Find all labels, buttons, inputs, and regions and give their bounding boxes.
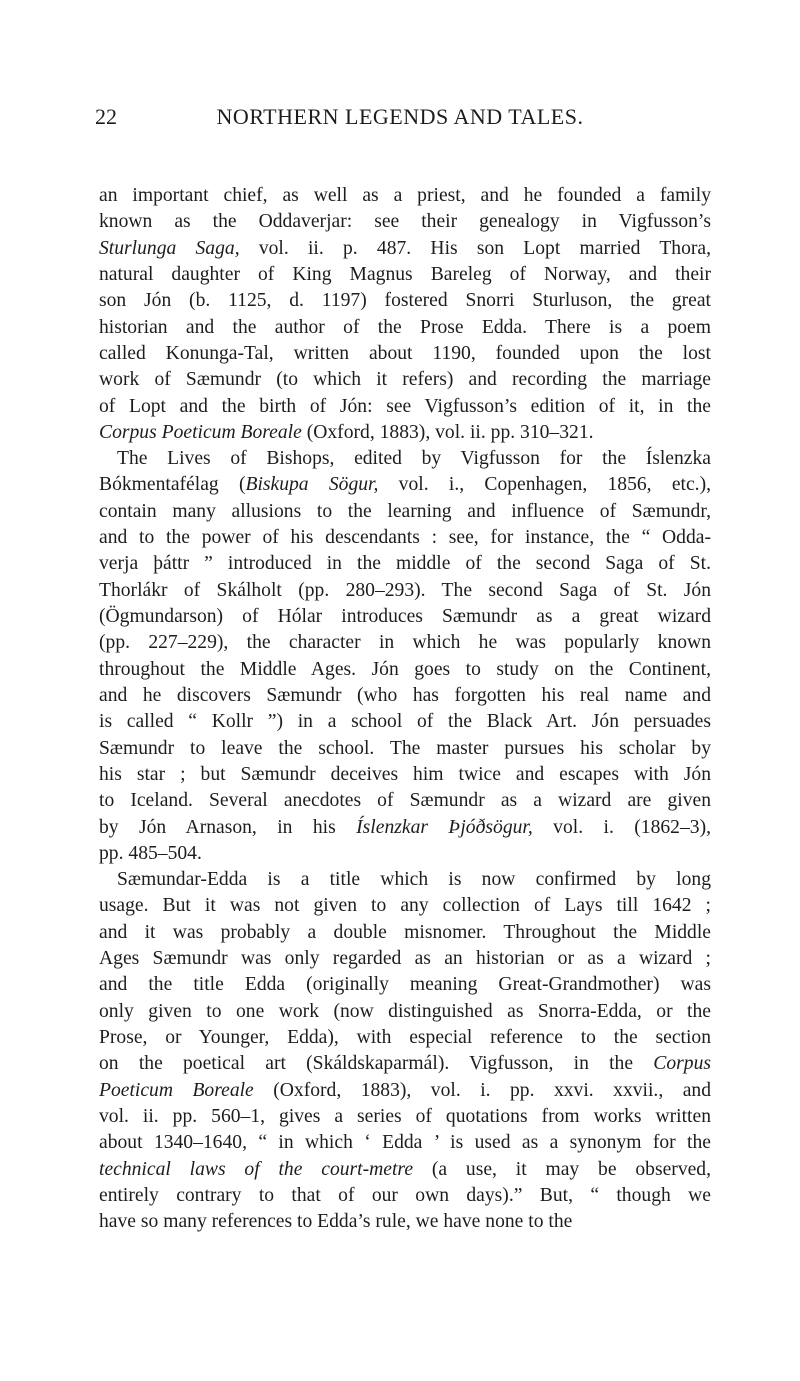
text-run: pp. 485–504. xyxy=(99,842,202,864)
text-run: his star ; but Sæmundr deceives him twice and escapes with Jón xyxy=(99,763,711,785)
text-run: son Jón (b. 1125, d. 1197) fostered Snorri Sturluson, the great xyxy=(99,290,711,312)
text-run: contain many allusions to the learning and influence of Sæmundr, xyxy=(99,500,711,522)
text-run: vol. i. (1862–3), xyxy=(532,816,711,838)
text-line xyxy=(99,683,711,709)
running-title: NORTHERN LEGENDS AND TALES. xyxy=(216,104,584,129)
text-run: by Jón Arnason, in his xyxy=(99,816,357,838)
text-run: verja þáttr ” introduced in the middle of the second Saga of St. xyxy=(99,553,711,575)
text-line xyxy=(99,578,711,604)
text-run: an important chief, as well as a priest, and he founded a family xyxy=(99,185,711,206)
text-line xyxy=(99,315,711,341)
text-line xyxy=(99,841,711,867)
text-run: (Oxford, 1883), vol. i. pp. xxvi. xxvii., and xyxy=(253,1079,711,1101)
text-line xyxy=(99,1078,711,1104)
text-line xyxy=(99,288,711,314)
text-line xyxy=(99,604,711,630)
text-run: to Iceland. Several anecdotes of Sæmundr as a wizard are given xyxy=(99,790,711,812)
text-line xyxy=(99,1157,711,1183)
text-run: throughout the Middle Ages. Jón goes to study on the Continent, xyxy=(99,658,711,680)
text-line xyxy=(99,236,711,262)
italic-title: Corpus Poeticum Boreale xyxy=(99,421,302,443)
text-line xyxy=(99,1104,711,1130)
text-line xyxy=(99,709,711,735)
italic-title: Poeticum Boreale xyxy=(99,1079,254,1101)
body-text xyxy=(99,183,711,1236)
text-line xyxy=(99,420,711,446)
text-line xyxy=(99,1209,711,1235)
text-run: Prose, or Younger, Edda), with especial reference to the section xyxy=(99,1027,711,1048)
text-run: usage. But it was not given to any collection of Lays till 1642 ; xyxy=(99,895,711,917)
text-line xyxy=(99,999,711,1025)
text-line xyxy=(99,1051,711,1077)
text-line xyxy=(99,551,711,577)
text-line xyxy=(99,1025,711,1051)
text-run: entirely contrary to that of our own days).” But, “ though we xyxy=(99,1184,711,1206)
text-run: historian and the author of the Prose Edda. There is a poem xyxy=(99,316,711,338)
text-line xyxy=(99,1130,711,1156)
text-run: called Konunga-Tal, written about 1190, founded upon the lost xyxy=(99,342,711,364)
text-line xyxy=(99,815,711,841)
text-line xyxy=(99,525,711,551)
italic-title: technical laws of the court-metre xyxy=(99,1158,414,1180)
page-header xyxy=(0,104,800,134)
text-line xyxy=(99,736,711,762)
text-run: known as the Oddaverjar: see their genealogy in Vigfusson’s xyxy=(99,211,711,233)
text-line xyxy=(99,499,711,525)
italic-title: Sturlunga Saga, xyxy=(99,237,240,259)
text-run: and the title Edda (originally meaning Great-Grandmother) was xyxy=(99,974,711,996)
text-line xyxy=(99,209,711,235)
text-line xyxy=(99,893,711,919)
text-run: Ages Sæmundr was only regarded as an historian or as a wizard ; xyxy=(99,948,711,970)
text-run: vol. ii. p. 487. His son Lopt married Thora, xyxy=(239,237,711,259)
text-run: (a use, it may be observed, xyxy=(413,1158,712,1180)
text-line xyxy=(99,394,711,420)
text-run: and it was probably a double misnomer. Throughout the Middle xyxy=(99,921,711,943)
text-run: Sæmundr to leave the school. The master pursues his scholar by xyxy=(99,737,711,759)
text-run: on the poetical art (Skáldskaparmál). Vigfusson, in the xyxy=(99,1053,654,1075)
text-run: of Lopt and the birth of Jón: see Vigfusson’s edition of it, in the xyxy=(99,395,711,417)
text-run: vol. i., Copenhagen, 1856, etc.), xyxy=(378,474,711,496)
text-line xyxy=(99,972,711,998)
italic-title: Íslenzkar Þjóðsögur, xyxy=(356,816,533,838)
text-run: vol. ii. pp. 560–1, gives a series of quotations from works written xyxy=(99,1105,711,1127)
text-line xyxy=(99,920,711,946)
text-run: (Ögmundarson) of Hólar introduces Sæmundr as a great wizard xyxy=(99,606,711,627)
text-line xyxy=(99,867,711,893)
text-run: and he discovers Sæmundr (who has forgotten his real name and xyxy=(99,684,711,706)
italic-title: Biskupa Sögur, xyxy=(245,474,379,496)
text-line xyxy=(99,630,711,656)
text-run: Bókmentafélag ( xyxy=(99,474,246,496)
text-line xyxy=(99,183,711,209)
text-line xyxy=(99,762,711,788)
text-run: Thorlákr of Skálholt (pp. 280–293). The second Saga of St. Jón xyxy=(99,579,711,601)
text-run: natural daughter of King Magnus Bareleg of Norway, and their xyxy=(99,263,711,285)
text-line xyxy=(99,1183,711,1209)
text-line xyxy=(99,946,711,972)
text-line xyxy=(99,472,711,498)
text-run: is called “ Kollr ”) in a school of the Black Art. Jón persuades xyxy=(99,711,711,733)
text-line xyxy=(99,367,711,393)
text-run: have so many references to Edda’s rule, we have none to the xyxy=(99,1211,573,1233)
text-line xyxy=(99,341,711,367)
text-run: (pp. 227–229), the character in which he was popularly known xyxy=(99,632,711,654)
text-run: only given to one work (now distinguished as Snorra-Edda, or the xyxy=(99,1000,711,1022)
text-run: work of Sæmundr (to which it refers) and recording the marriage xyxy=(99,369,711,391)
italic-title: Corpus xyxy=(653,1053,711,1075)
text-run: and to the power of his descendants : see, for instance, the “ Odda- xyxy=(99,527,711,549)
text-line xyxy=(99,657,711,683)
text-run: Sæmundar-Edda is a title which is now confirmed by long xyxy=(117,869,711,891)
text-run: The Lives of Bishops, edited by Vigfusson for the Íslenzka xyxy=(117,448,711,470)
text-line xyxy=(99,446,711,472)
page-number: 22 xyxy=(95,104,117,129)
text-line xyxy=(99,262,711,288)
text-run: about 1340–1640, “ in which ‘ Edda ’ is used as a synonym for the xyxy=(99,1132,711,1154)
text-run: (Oxford, 1883), vol. ii. pp. 310–321. xyxy=(301,421,594,443)
text-line xyxy=(99,788,711,814)
